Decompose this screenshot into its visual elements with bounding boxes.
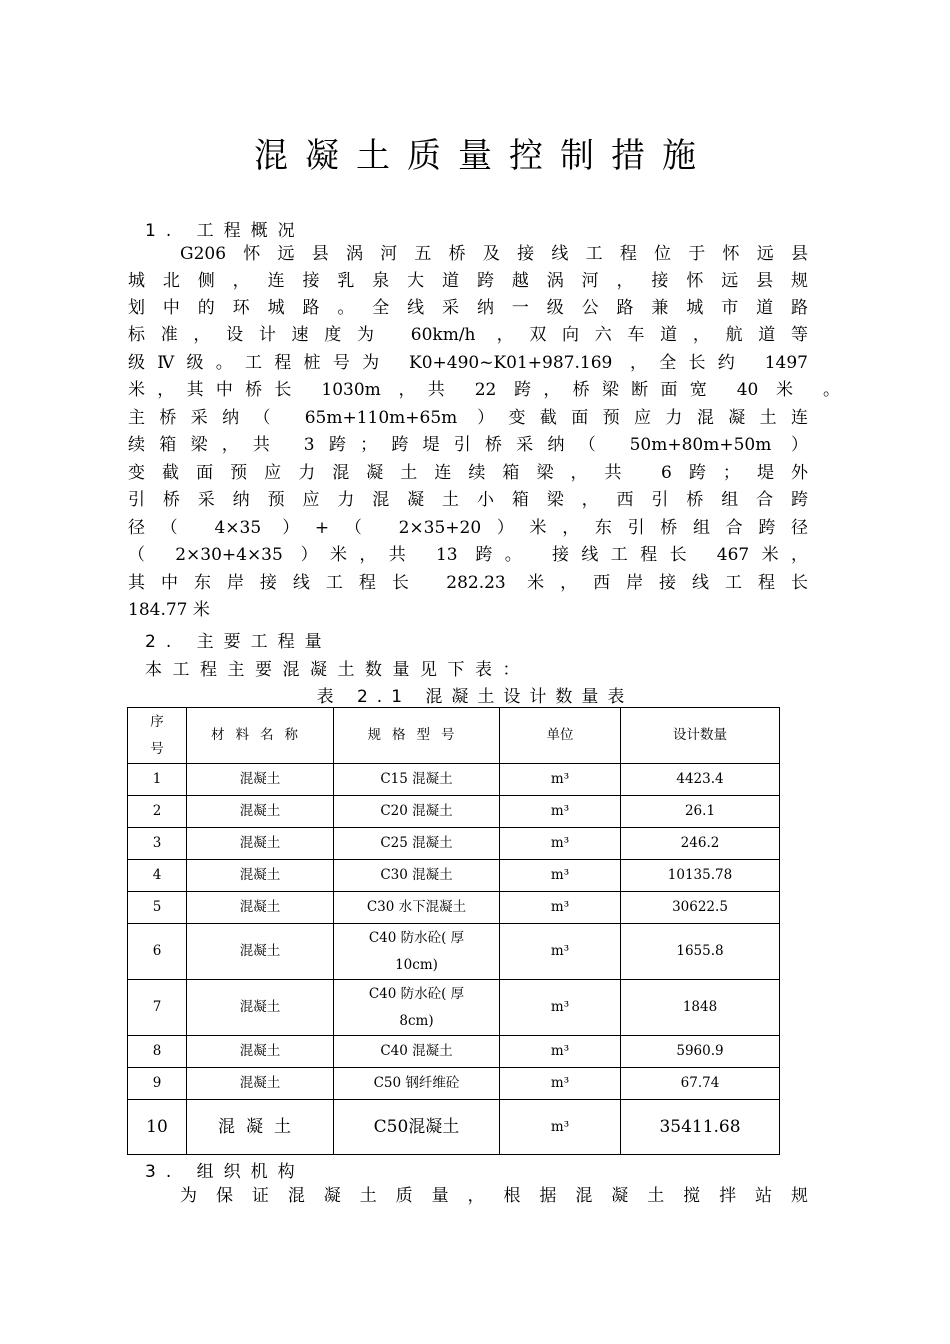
paragraph-line: 其中东岸接线工程长 282.23 米，西岸接线工程长 [128,573,808,593]
cell-index: 4 [128,860,187,892]
table-row [128,980,780,1036]
cell-spec: C25 混凝土 [334,828,500,860]
section-2-heading: 2. 主要工程量 [145,632,332,652]
paragraph-line: 划中的环城路。全线采纳一级公路兼城市道路 [128,298,808,318]
table-row [128,828,780,860]
cell-unit: m³ [500,1068,621,1100]
concrete-quantity-table [127,707,780,1155]
table-row [128,1036,780,1068]
cell-quantity: 30622.5 [621,892,780,924]
cell-unit: m³ [500,924,621,980]
cell-quantity: 67.74 [621,1068,780,1100]
table-caption: 表 2.1 混凝土设计数量表 [316,687,634,707]
cell-quantity: 4423.4 [621,764,780,796]
cell-index: 5 [128,892,187,924]
section-1-heading: 1. 工程概况 [145,221,305,241]
cell-spec: C50混凝土 [334,1100,500,1155]
table-row [128,764,780,796]
document-title: 混凝土质量控制措施 [254,136,713,176]
cell-material: 混凝土 [187,980,334,1036]
cell-quantity: 26.1 [621,796,780,828]
paragraph-line: 为保证混凝土质量，根据混凝土搅拌站规 [180,1186,808,1206]
section-3-heading: 3. 组织机构 [145,1162,305,1182]
paragraph-line: （ 2×30+4×35 ）米，共 13 跨。 接线工程长 467米， [128,545,808,565]
cell-index: 7 [128,980,187,1036]
cell-unit: m³ [500,892,621,924]
cell-spec: C40 防水砼( 厚10cm) [334,924,500,980]
cell-index: 3 [128,828,187,860]
cell-quantity: 10135.78 [621,860,780,892]
cell-index: 2 [128,796,187,828]
table-row [128,892,780,924]
cell-spec: C40 防水砼( 厚8cm) [334,980,500,1036]
header-spec: 规格型号 [334,708,500,764]
section-2-intro: 本工程主要混凝土数量见下表： [145,660,530,680]
table-row [128,924,780,980]
cell-material: 混凝土 [187,1100,334,1155]
cell-spec: C50 钢纤维砼 [334,1068,500,1100]
cell-spec: C20 混凝土 [334,796,500,828]
cell-index: 6 [128,924,187,980]
cell-unit: m³ [500,1100,621,1155]
paragraph-line: G206怀远县涡河五桥及接线工程位于怀远县 [180,244,808,264]
cell-quantity: 246.2 [621,828,780,860]
paragraph-line: 续箱梁，共 3跨；跨堤引桥采纳（ 50m+80m+50m ） [128,435,808,455]
cell-material: 混凝土 [187,1036,334,1068]
cell-quantity: 1848 [621,980,780,1036]
paragraph-line: 级Ⅳ级。工程桩号为 K0+490~K01+987.169 ，全长约 1497 [128,353,808,373]
cell-unit: m³ [500,796,621,828]
paragraph-line: 米，其中桥长 1030m ，共 22 跨，桥梁断面宽 40 米 。 [128,380,840,400]
cell-index: 8 [128,1036,187,1068]
cell-material: 混凝土 [187,764,334,796]
paragraph-line: 城北侧，连接乳泉大道跨越涡河，接怀远县规 [128,271,808,291]
cell-material: 混凝土 [187,1068,334,1100]
header-unit: 单位 [500,708,621,764]
table-row [128,860,780,892]
cell-unit: m³ [500,860,621,892]
cell-quantity: 5960.9 [621,1036,780,1068]
table-header-row [128,708,780,764]
cell-material: 混凝土 [187,796,334,828]
table-row [128,1068,780,1100]
cell-unit: m³ [500,980,621,1036]
header-index: 序号 [128,708,187,764]
paragraph-line: 引桥采纳预应力混凝土小箱梁，西引桥组合跨 [128,490,808,510]
cell-unit: m³ [500,828,621,860]
cell-spec: C15 混凝土 [334,764,500,796]
paragraph-line: 184.77 米 [128,600,210,620]
paragraph-line: 标准，设计速度为 60km/h ，双向六车道，航道等 [128,325,808,345]
header-quantity: 设计数量 [621,708,780,764]
cell-unit: m³ [500,764,621,796]
cell-spec: C40 混凝土 [334,1036,500,1068]
header-material: 材料名称 [187,708,334,764]
cell-spec: C30 混凝土 [334,860,500,892]
cell-quantity: 1655.8 [621,924,780,980]
cell-spec: C30 水下混凝土 [334,892,500,924]
table-row [128,796,780,828]
cell-material: 混凝土 [187,924,334,980]
cell-quantity: 35411.68 [621,1100,780,1155]
cell-index: 9 [128,1068,187,1100]
cell-unit: m³ [500,1036,621,1068]
paragraph-line: 变截面预应力混凝土连续箱梁，共 6跨；堤外 [128,463,808,483]
table-row [128,1100,780,1155]
cell-index: 1 [128,764,187,796]
cell-material: 混凝土 [187,892,334,924]
paragraph-line: 径（ 4×35 ）+（ 2×35+20）米，东引桥组合跨径 [128,518,808,538]
cell-index: 10 [128,1100,187,1155]
paragraph-line: 主桥采纳（ 65m+110m+65m ）变截面预应力混凝土连 [128,408,808,428]
cell-material: 混凝土 [187,828,334,860]
cell-material: 混凝土 [187,860,334,892]
